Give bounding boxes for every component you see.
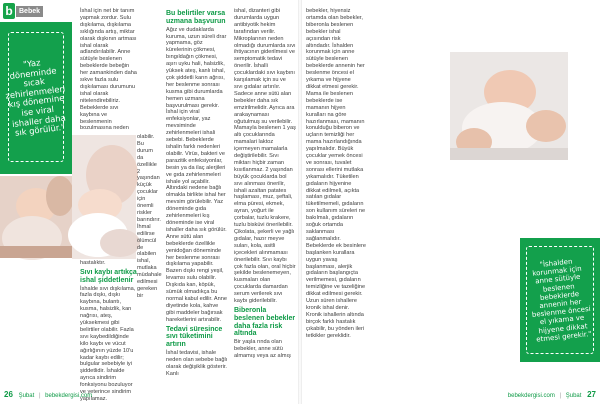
article-column-1-narrow bbox=[137, 134, 162, 299]
article-paragraph: ishal, dizanteri gibi durumlarda uygun antibiyotik hekim tarafından verilir. Mikroplarının neden olmadığı durumlarda sıvı ihtiyacının giderilmesi ve semptomatik tedavi önerilir. İshalli çocuklardaki sıvı kaybını karşılamak için su ve sıvı gıdalar artırılır. Sadece anne sütü alan bebekler daha sık emzirilmelidir. Ayrıca ara arakaynaması oğutulmuş su verilebilir. Mamayla beslenen 1 yaş altı çocuklarında mamalari laktoz içermeyen mamalarla değiştirilebilir. Sıvı miktarı hiçbir zaman kısıtlanmaz. 2 yaşından büyük çocuklarda bol sıvı alınması önerilir, ishali azaltan patates haşlaması, muz, şeftali, elma püresi, ekmek, ayran, yoğurt ile çorbalar, tuzlu krakere, tuzlu bisküvi önerilebilir. Çikolata, şekerli ve yağlı gıdalar, hazır meyve suları, kola, asitli içecekleri alınmaması önerilebilir. Sıvı kaybı çok fazla olan, oral hiçbir şekilde beslenemeyen, kusmaları olan çocuklarda damardan serum verilerek sıvı kaybı giderilebilir. bbox=[234, 8, 296, 305]
newborn-photo-illustration bbox=[450, 52, 568, 160]
article-column-3 bbox=[234, 8, 296, 380]
article-paragraph: İshal için viral enfeksiyonlar, yaz mevsiminde zehirlenmeleri ishali sebebi. Bebeklerde ishalin farklı nedenleri olabilir. Virüs, bakteri ve parazitik enfeksiyonlar, besin ya da ilaç alerjileri ve gıda zehirlenmeleri ishale yol açabilir. Altındaki nedene bağlı olmakla birlikte ishal her mevsim görülebilir. Yaz döneminde gıda zehirlenmeleri kış döneminde ise viral ishaller daha sık görülür. Anne sütü alan bebeklerde özellikle yenidoğan döneminde her beslenme sonrası dışkılama yapabilir. Bazen dışkı rengi yeşil, levamsı sulu olabilir. Dışkıda kan, köpük, sümük olmadıkça bu normal kabul edilir. Anne diyetinde kola, kahve gibi maddeler bağırsak hareketlerini artırabilir. bbox=[166, 109, 227, 323]
page-number-right: 27 bbox=[587, 390, 596, 399]
magazine-logo bbox=[3, 3, 43, 19]
footer-left bbox=[4, 390, 92, 399]
pull-quote-right: "İshalden korunmak için anne sütüyle beslenen bebeklerde annenin her beslenme öncesi el yıkama ve hijyene dikkat etmesi gerekir." bbox=[531, 257, 592, 344]
footer-separator: | bbox=[38, 393, 41, 399]
pull-quote-frame-right bbox=[526, 246, 594, 354]
article-paragraph: İshal için net bir tanım yapmak zordur. Sulu dışkılama, dışkılama sıklığında artış, miktar olarak dışkının artması ishal olarak adlandırılabilir. Anne sütüyle beslenen bebeklerde bebeğin her zamankinden daha sıkve fazla sulu dışkılaması durumunu ishal olarak nitelendirebiliriz. Bebeklerde sıvı kaybına ve beslenmenin bozulmasına neden bbox=[80, 8, 137, 132]
section-heading: Bu belirtiler varsa uzmana başvurun bbox=[166, 10, 226, 25]
baby-photo-left bbox=[0, 176, 72, 258]
article-column-1-bottom bbox=[80, 260, 138, 402]
article-paragraph: İshalde sıvı dışkılama, fazla dışkı, dışkı kaybına, bulantı, kusma, halsizlik, kan nağrısı, ateş, yüksekmesi gibi belirtiler olabilir. Fazla sıvı kaybedildiğinde kilo kaybı ve vücut ağırlığının yüzde 10'u kadar kaybı edilir; bulgular sebebiyle iyi şiddetlidir. İshalde ayrıca sindirim fonksiyonu bozuluyor ve yeterince sindirim yapılamaz. bbox=[80, 285, 136, 402]
footer-right bbox=[508, 390, 596, 399]
footer-site-left: bebekdergisi.com bbox=[45, 393, 93, 399]
baby-photo-middle-illustration bbox=[72, 135, 136, 259]
page-number-left: 26 bbox=[4, 390, 13, 399]
article-paragraph: İshal tedavisi, ishale neden olan sebebe bağlı olarak değişiklik gösterir. Kanlı bbox=[166, 349, 228, 377]
article-column-4 bbox=[306, 8, 366, 380]
pull-quote-panel-left bbox=[0, 22, 72, 174]
baby-photo-middle bbox=[72, 135, 136, 259]
pull-quote-left: "Yaz döneminde sıcak zehirlenmeleri kış dönemine ise viral ishaller daha sık görülür." bbox=[4, 56, 67, 138]
logo-word: Bebek bbox=[16, 6, 43, 17]
baby-photo-left-illustration bbox=[0, 176, 72, 258]
logo-initial: b bbox=[3, 3, 15, 19]
section-heading: Tedavi süresince sıvı tüketimini artırın bbox=[166, 325, 223, 349]
page-gutter bbox=[298, 0, 302, 404]
article-paragraph: Bir yaşla rında olan bebekler, anne sütü almamış veya az almış bbox=[234, 339, 291, 359]
article-column-2 bbox=[166, 8, 228, 380]
section-heading: Sıvı kaybı artıkça ishal şiddetlenir bbox=[80, 268, 137, 284]
article-paragraph: hastalıktır. bbox=[80, 260, 106, 266]
article-column-1 bbox=[80, 8, 138, 136]
article-paragraph: olabilir. Bu durum da özellikle 2 yaşından küçük çocuklar için önemli riskler barındırır. İhmal edilirse ölümcül de olabilen ishal, mutlaka müdahale edilmesi gereken bir bbox=[137, 134, 162, 299]
footer-site-right: bebekdergisi.com bbox=[507, 393, 555, 399]
pull-quote-frame-left bbox=[4, 32, 67, 162]
article-paragraph: Ağız ve dudaklarda kuruma, uzun süreli drar yapmama, göz kürelerinin çökmesi, bıngıldağın çökmesi, aşırı uyku hali, halsizlik, yüksek ateş, kanlı ishal, çok şiddetli karın ağrısı, her beslenme sonrası kusma gibi durumlarda hemen uzmana başvurulması gerekir. bbox=[166, 26, 227, 109]
newborn-photo bbox=[450, 52, 568, 160]
pull-quote-panel-right bbox=[520, 238, 600, 362]
footer-separator: | bbox=[559, 393, 562, 399]
article-paragraph: bebekler, hiyensiz ortamda olan bebekler, biberonla beslenen bebekler ishal açısından risk altındadır. İshalden korunmak için anne sütüyle beslenen bebeklerde annenin her beslenme öncesi el yıkama ve hijyene dikkat etmesi gerekir. Mama ile beslenen bebeklerde ise mamanın hijyen kuralları na göre hazırlanması, mamanın konulduğu biberon ve uçların temizliği her mama hazırlandığında yapılmalıdır. Büyük çocuklar yemek öncesi ve sonrası, tuvalet sonrası ellerini mutlaka yıkamalıdır. Tüketilen gıdaların hijyenine dikkat edilmeli, açıkta satılan gıdalar tüketilmemeli, gıdaların son kullanım süreleri ne bakılmalı, gıdaların soğuk ortamda saklanması sağlanmalıdır. Bebeklerde ek besinlere başlanken kurallara uygun yavaş başlanması, alerjik gıdaların başlangıçta verilmemesi, gıdaların temizliğine ve tazeliğine dikkat edilmesi gerekir. Uzun süren ishallere kronik ishal denir. Kronik ishallerin altında birçok farklı hastalık çıkabilir, bu yönden ileri tetkikler gereklidir. bbox=[306, 8, 367, 339]
section-heading: Biberonla beslenen bebekler daha fazla risk altında bbox=[234, 306, 296, 338]
footer-month-right: Şubat bbox=[565, 393, 582, 399]
footer-month-left: Şubat bbox=[18, 393, 35, 399]
